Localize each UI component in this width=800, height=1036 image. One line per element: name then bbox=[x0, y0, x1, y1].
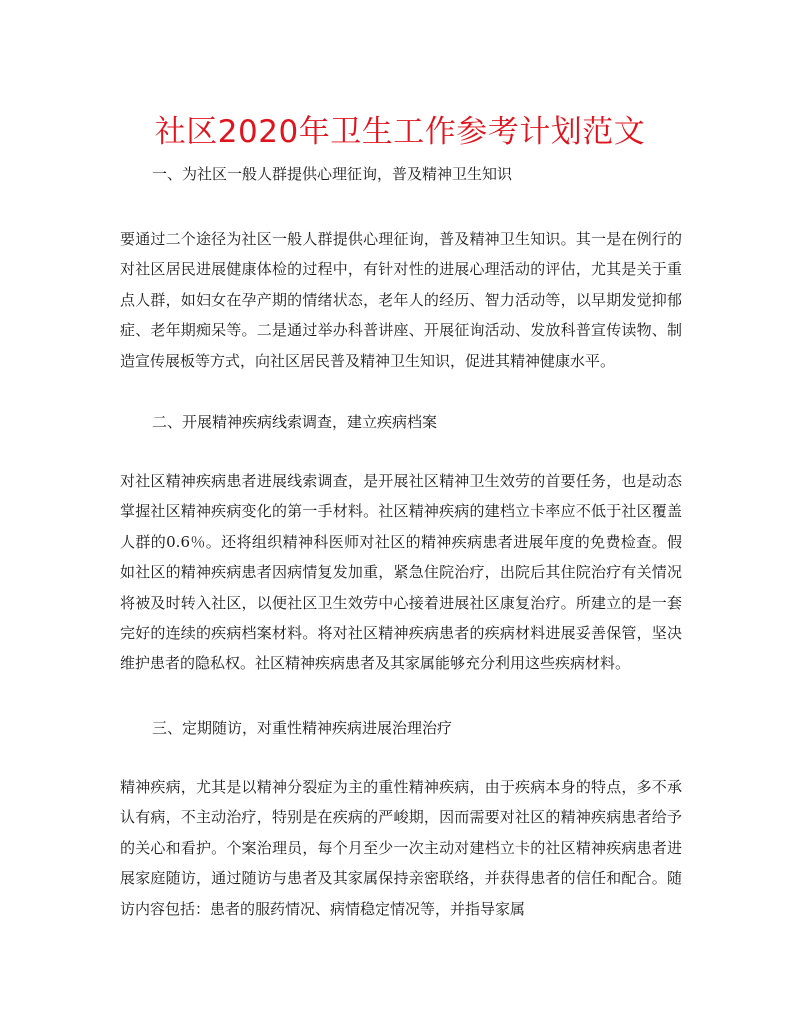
section-heading-2: 二、开展精神疾病线索调查，建立疾病档案 bbox=[152, 413, 438, 431]
document-title: 社区2020年卫生工作参考计划范文 bbox=[154, 114, 646, 150]
section-body-1: 要通过二个途径为社区一般人群提供心理征询，普及精神卫生知识。其一是在例行的对社区居民进展健康体检的过程中，有针对性的进展心理活动的评估，尤其是关于重点人群，如妇女在孕产期的情绪状态，老年人的经历、智力活动等，以早期发觉抑郁症、老年期痴呆等。二是通过举办科普讲座、开展征询活动、发放科普宣传读物、制造宣传展板等方式，向社区居民普及精神卫生知识，促进其精神健康水平。 bbox=[120, 230, 682, 370]
section-body-2: 对社区精神疾病患者进展线索调查，是开展社区精神卫生效劳的首要任务，也是动态掌握社区精神疾病变化的第一手材料。社区精神疾病的建档立卡率应不低于社区覆盖人群的0.6％。还将组织精神科医师对社区的精神疾病患者进展年度的免费检查。假如社区的精神疾病患者因病情复发加重，紧急住院治疗，出院后其住院治疗有关情况将被及时转入社区，以便社区卫生效劳中心接着进展社区康复治疗。所建立的是一套完好的连续的疾病档案材料。将对社区精神疾病患者的疾病材料进展妥善保管，坚决维护患者的隐私权。社区精神疾病患者及其家属能够充分利用这些疾病材料。 bbox=[120, 472, 682, 673]
section-body-3: 精神疾病，尤其是以精神分裂症为主的重性精神疾病，由于疾病本身的特点，多不承认有病，不主动治疗，特别是在疾病的严峻期，因而需要对社区的精神疾病患者给予的关心和看护。个案治理员，每个月至少一次主动对建档立卡的社区精神疾病患者进展家庭随访，通过随访与患者及其家属保持亲密联络，并获得患者的信任和配合。随访内容包括：患者的服药情况、病情稳定情况等，并指导家属 bbox=[120, 778, 682, 918]
section-heading-3: 三、定期随访，对重性精神疾病进展治理治疗 bbox=[152, 719, 453, 737]
section-heading-1: 一、为社区一般人群提供心理征询，普及精神卫生知识 bbox=[152, 165, 513, 183]
